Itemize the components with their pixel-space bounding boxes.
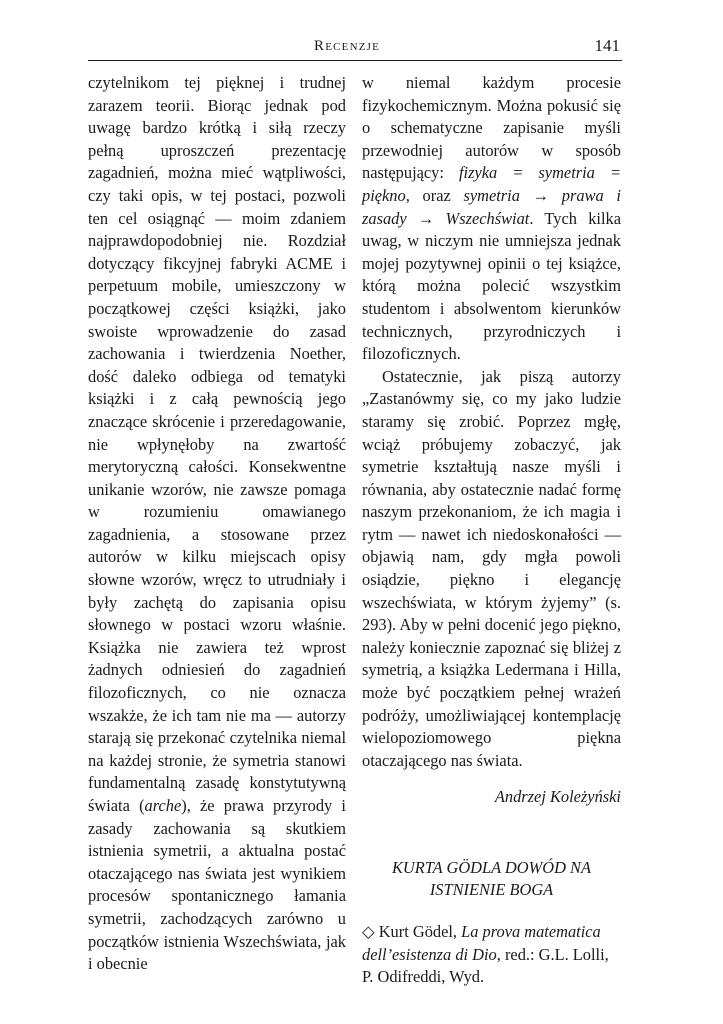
next-review-title <box>362 857 621 901</box>
diamond-icon: ◇ <box>362 922 375 941</box>
formula-1: fizyka = symetria = piękno <box>362 163 621 205</box>
title-line-1: KURTA GÖDLA DOWÓD NA <box>392 858 591 877</box>
right-paragraph-1 <box>362 72 621 366</box>
left-paragraph <box>88 72 346 976</box>
left-text-a: czytelnikom tej pięknej i trudnej zarazem teorii. Biorąc jednak pod uwagę bardzo krótką i siłą rzeczy pełną uproszczeń prezentację zagadnień, można mieć wątpliwości, czy taki opis, w tej postaci, pozwoli ten cel osiągnąć — moim zdaniem najprawdopodobniej nie. Rozdział dotyczący fikcyjnej fabryki ACME i perpetuum mobile, umieszczony w początkowej części książki, jako swoiste wprowadzenie do zasad zachowania i twierdzenia Noether, dość daleko odbiega od tematyki książki i z całą pewnością jego znaczące skrócenie i przeredagowanie, nie wpłynęłoby na zwartość merytoryczną całości. Konsekwentne unikanie wzorów, nie zawsze pomaga w rozumieniu omawianego zagadnienia, a stosowane przez autorów w kilku miejscach opisy słowne wzorów, wręcz to utrudniały i były zachętą do zapisania opisu słownego w postaci wzoru właśnie. Książka nie zawiera też wprost żadnych odniesień do zagadnień filozoficznych, co nie oznacza wszakże, że ich tam nie ma — autorzy starają się przekonać czytelnika niemal na każdej stronie, że symetria stanowi fundamentalną zasadę konstytutywną świata ( <box>88 73 346 815</box>
running-head: Recenzje <box>314 38 381 54</box>
right-text-a: w niemal każdym procesie fizykochemicznym. Można pokusić się o schematyczne zapisanie myśli przewodniej autorów w sposób następujący: <box>362 73 621 183</box>
header-rule <box>88 60 622 61</box>
right-text-b: , oraz <box>405 185 464 205</box>
bibliographic-entry <box>362 921 621 989</box>
left-text-b: ), że prawa przyrody i zasady zachowania są skutkiem istnienia symetrii, a aktualna postać otaczającego nas świata jest wynikiem procesów spontanicznego łamania symetrii, zachodzących zarówno u początków istnienia Wszechświata, jak i obecnie <box>88 796 346 974</box>
page-header <box>88 36 622 62</box>
bib-author: Kurt Gödel, <box>378 922 462 941</box>
title-line-2: ISTNIENIE BOGA <box>429 880 554 899</box>
left-column <box>88 72 346 976</box>
right-column <box>362 72 621 989</box>
bib-title: La prova matematica dell’esistenza di Dio <box>362 922 601 964</box>
formula-2: symetria → prawa i zasady → Wszechświat <box>362 185 621 228</box>
arche-term: arche <box>144 796 182 815</box>
right-text-c: . Tych kilka uwag, w niczym nie umniejsza jednak mojej pozytywnej opinii o tej książce, którą można polecić wszystkim studentom i absolwentom kierunków technicznych, przyrodniczych i filozoficznych. <box>362 208 621 364</box>
page-number: 141 <box>594 36 620 55</box>
bib-rest: , red.: G.L. Lolli, P. Odifreddi, Wyd. <box>362 944 609 987</box>
review-signature: Andrzej Koleżyński <box>494 787 621 807</box>
right-paragraph-2: Ostatecznie, jak piszą autorzy „Zastanówmy się, co my jako ludzie staramy się zrobić. Poprzez mgłę, wciąż próbujemy zobaczyć, jak symetrie kształtują nasze myśli i równania, aby ostatecznie nadać formę naszym przekonaniom, że ich magia i rytm — nawet ich niedoskonałości — objawią nam, gdy mgła powoli osiądzie, piękno i elegancję wszechświata, w którym żyjemy” (s. 293). Aby w pełni docenić jego piękno, należy koniecznie zapoznać się bliżej z symetrią, a książka Ledermana i Hilla, może być początkiem pełnej wrażeń podróży, umożliwiającej kontemplację wielopoziomowego piękna otaczającego nas świata. <box>362 366 621 770</box>
